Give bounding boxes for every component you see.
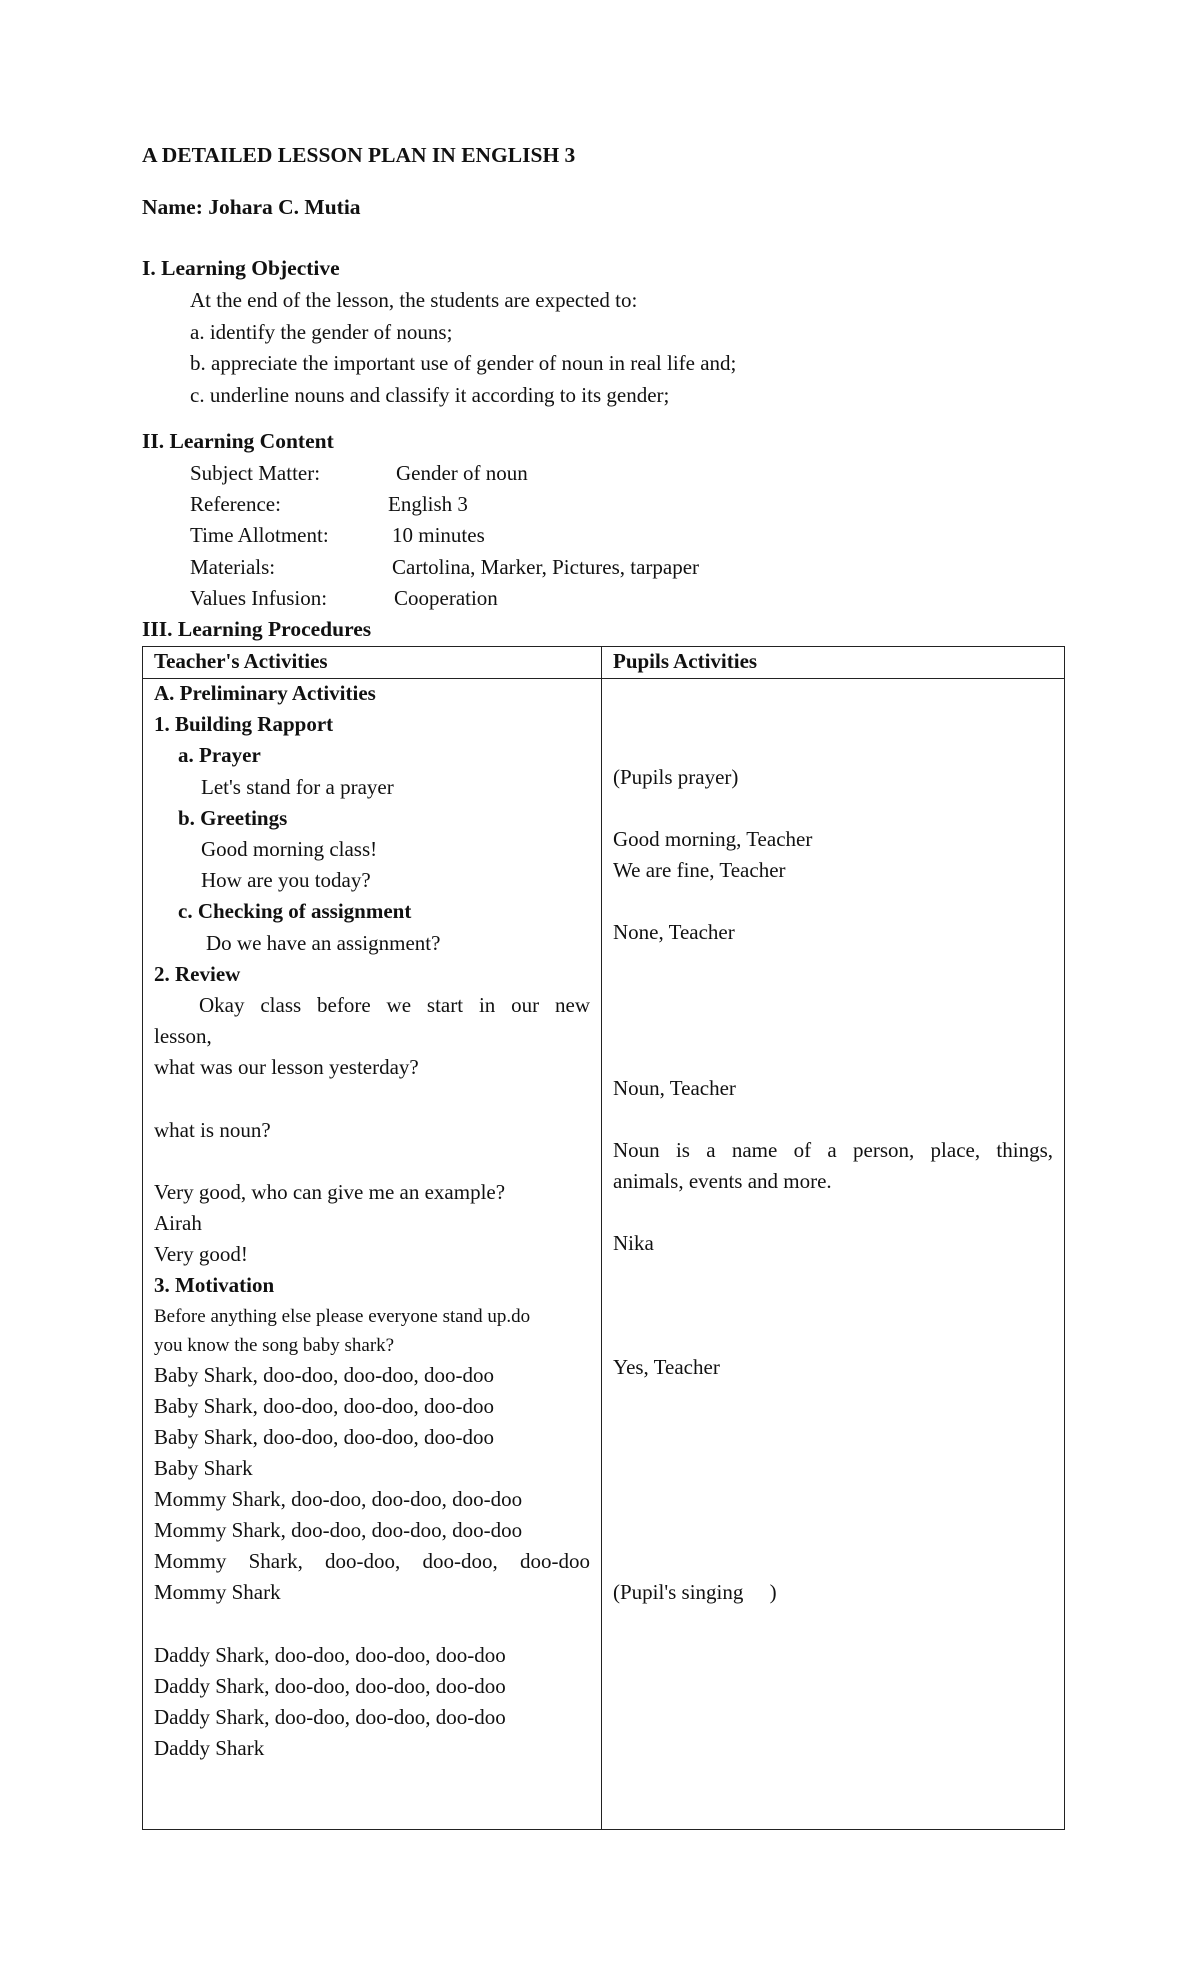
content-label: Reference:	[190, 492, 281, 516]
pupil-line: (Pupil's singing )	[613, 1580, 777, 1604]
teacher-line: Before anything else please everyone stand up.do	[154, 1306, 531, 1327]
content-label: Subject Matter:	[190, 461, 321, 485]
header-divider	[143, 678, 1064, 679]
song-line: Baby Shark, doo-doo, doo-doo, doo-doo	[154, 1394, 495, 1418]
pupil-line: Noun, Teacher	[613, 1076, 736, 1100]
pupil-line: Good morning, Teacher	[613, 827, 813, 851]
content-value: 10 minutes	[392, 523, 485, 547]
content-label: Values Infusion:	[190, 586, 328, 610]
teacher-line: 2. Review	[154, 962, 241, 986]
teacher-line: Let's stand for a prayer	[201, 775, 394, 799]
song-line: Baby Shark, doo-doo, doo-doo, doo-doo	[154, 1425, 495, 1449]
pupil-line: We are fine, Teacher	[613, 858, 786, 882]
content-value: Cartolina, Marker, Pictures, tarpaper	[392, 555, 700, 579]
objective-heading: I. Learning Objective	[142, 256, 340, 280]
teacher-line: 3. Motivation	[154, 1273, 275, 1297]
content-label: Materials:	[190, 555, 276, 579]
song-line: Daddy Shark, doo-doo, doo-doo, doo-doo	[154, 1674, 506, 1698]
teacher-line: Okay class before we start in our new	[199, 993, 590, 1017]
teacher-line: A. Preliminary Activities	[154, 681, 376, 705]
song-line: Mommy Shark, doo-doo, doo-doo, doo-doo	[154, 1518, 523, 1542]
teacher-line: Very good!	[154, 1242, 248, 1266]
objective-item: b. appreciate the important use of gender of noun in real life and;	[190, 351, 737, 375]
objective-item: a. identify the gender of nouns;	[190, 320, 453, 344]
teacher-column-header: Teacher's Activities	[154, 649, 328, 673]
author-name: Name: Johara C. Mutia	[142, 195, 361, 219]
pupil-line: animals, events and more.	[613, 1169, 832, 1193]
song-line: Mommy Shark, doo-doo, doo-doo, doo-doo	[154, 1487, 523, 1511]
song-line: Baby Shark, doo-doo, doo-doo, doo-doo	[154, 1363, 495, 1387]
teacher-line: Good morning class!	[201, 837, 378, 861]
teacher-line: b. Greetings	[178, 806, 288, 830]
teacher-line: How are you today?	[201, 868, 371, 892]
song-line: Baby Shark	[154, 1456, 253, 1480]
teacher-line: c. Checking of assignment	[178, 899, 412, 923]
teacher-line: what is noun?	[154, 1118, 271, 1142]
pupils-column-header: Pupils Activities	[613, 649, 758, 673]
content-label: Time Allotment:	[190, 523, 329, 547]
content-value: Cooperation	[394, 586, 498, 610]
procedures-heading: III. Learning Procedures	[142, 617, 372, 641]
objective-intro: At the end of the lesson, the students are expected to:	[190, 288, 638, 312]
content-value: Gender of noun	[396, 461, 528, 485]
content-value: English 3	[388, 492, 468, 516]
teacher-line: Airah	[154, 1211, 202, 1235]
song-line: Daddy Shark, doo-doo, doo-doo, doo-doo	[154, 1705, 506, 1729]
column-divider	[601, 647, 602, 1829]
teacher-line: Do we have an assignment?	[206, 931, 441, 955]
teacher-line: lesson,	[154, 1024, 212, 1048]
pupil-line: Noun is a name of a person, place, things,	[613, 1138, 1053, 1162]
teacher-line: Very good, who can give me an example?	[154, 1180, 506, 1204]
teacher-line: what was our lesson yesterday?	[154, 1055, 419, 1079]
teacher-line: you know the song baby shark?	[154, 1335, 395, 1356]
pupil-line: Yes, Teacher	[613, 1355, 720, 1379]
pupil-line: Nika	[613, 1231, 654, 1255]
pupil-line: (Pupils prayer)	[613, 765, 739, 789]
teacher-line: 1. Building Rapport	[154, 712, 334, 736]
content-heading: II. Learning Content	[142, 429, 334, 453]
objective-item: c. underline nouns and classify it according to its gender;	[190, 383, 670, 407]
pupil-line: None, Teacher	[613, 920, 735, 944]
song-line: Mommy Shark	[154, 1580, 281, 1604]
document-title: A DETAILED LESSON PLAN IN ENGLISH 3	[142, 143, 576, 167]
song-line: Daddy Shark, doo-doo, doo-doo, doo-doo	[154, 1643, 506, 1667]
song-line: Mommy Shark, doo-doo, doo-doo, doo-doo	[154, 1549, 590, 1573]
song-line: Daddy Shark	[154, 1736, 265, 1760]
procedures-table	[142, 646, 1065, 1830]
teacher-line: a. Prayer	[178, 743, 261, 767]
